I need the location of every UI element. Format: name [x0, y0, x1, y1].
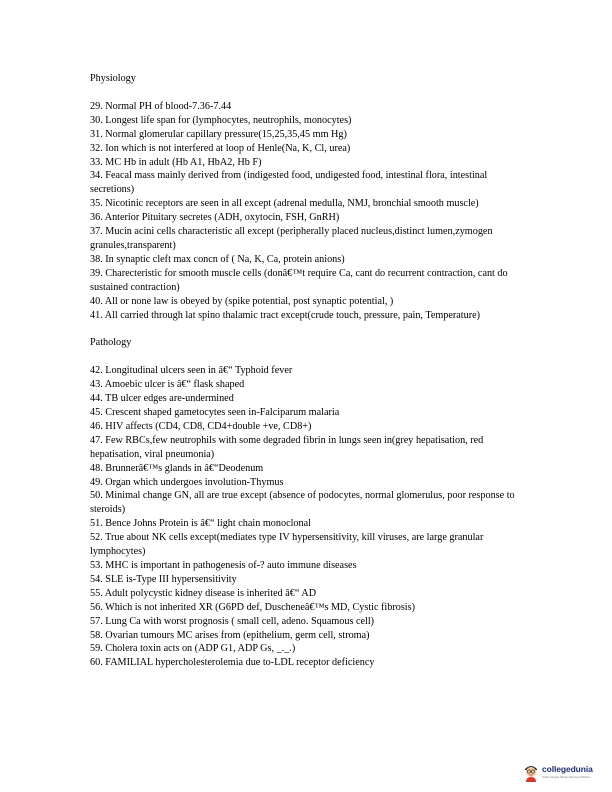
physiology-heading: Physiology [90, 73, 136, 84]
pathology-item-60: 60. FAMILIAL hypercholesterolemia due to-LDL receptor deficiency [90, 657, 375, 669]
pathology-item-48: 48. Brunnerâ€™s glands in â€“Deodenum [90, 462, 264, 474]
pathology-item-55: 55. Adult polycystic kidney disease is inherited â€“ AD [90, 587, 317, 599]
physiology-item-30: 30. Longest life span for (lymphocytes, neutrophils, monocytes) [90, 114, 352, 126]
pathology-list [90, 364, 530, 670]
pathology-heading: Pathology [90, 337, 132, 349]
pathology-item-42: 42. Longitudinal ulcers seen in â€“ Typhoid fever [90, 365, 293, 377]
physiology-item-34: 34. Feacal mass mainly derived from (indigested food, undigested food, intestinal flora, intestinal secretions) [90, 170, 488, 196]
pathology-item-56: 56. Which is not inherited XR (G6PD def, Duscheneâ€™s MD, Cystic fibrosis) [90, 601, 415, 613]
pathology-item-46: 46. HIV affects (CD4, CD8, CD4+double +ve, CD8+) [90, 420, 312, 432]
pathology-item-59: 59. Cholera toxin acts on (ADP G1, ADP Gs, _._.) [90, 643, 296, 655]
physiology-item-41: 41. All carried through lat spino thalamic tract except(crude touch, pressure, pain, Temperature) [90, 309, 481, 321]
physiology-item-31: 31. Normal glomerular capillary pressure(15,25,35,45 mm Hg) [90, 128, 347, 140]
pathology-item-52: 52. True about NK cells except(mediates type IV hypersensitivity, kill viruses, are large granular lymphocytes) [90, 532, 484, 558]
physiology-item-38: 38. In synaptic cleft max concn of ( Na, K, Ca, protein anions) [90, 253, 345, 265]
physiology-item-39: 39. Charecteristic for smooth muscle cells (donâ€™t require Ca, cant do recurrent contraction, cant do sustained contraction) [90, 267, 508, 293]
pathology-item-57: 57. Lung Ca with worst prognosis ( small cell, adeno. Squamous cell) [90, 615, 375, 627]
physiology-item-36: 36. Anterior Pituitary secretes (ADH, oxytocin, FSH, GnRH) [90, 212, 340, 224]
physiology-item-32: 32. Ion which is not interfered at loop of Henle(Na, K, Cl, urea) [90, 142, 351, 154]
physiology-item-33: 33. MC Hb in adult (Hb A1, HbA2, Hb F) [90, 156, 262, 168]
physiology-item-29: 29. Normal PH of blood-7.36-7.44 [90, 100, 232, 112]
physiology-list [90, 100, 530, 323]
collegedunia-logo [522, 762, 602, 784]
pathology-item-45: 45. Crescent shaped gametocytes seen in-Falciparum malaria [90, 407, 340, 419]
pathology-item-44: 44. TB ulcer edges are-undermined [90, 393, 234, 405]
pathology-item-50: 50. Minimal change GN, all are true except (absence of podocytes, normal glomerulus, poor response to steroids) [90, 490, 515, 516]
pathology-item-49: 49. Organ which undergoes involution-Thymus [90, 476, 284, 488]
logo-name: collegedunia [542, 764, 593, 774]
pathology-item-54: 54. SLE is-Type III hypersensitivity [90, 573, 237, 585]
logo-tagline: India's largest Student Review Platform [542, 775, 591, 779]
pathology-item-58: 58. Ovarian tumours MC arises from (epithelium, germ cell, stroma) [90, 629, 370, 641]
pathology-item-43: 43. Amoebic ulcer is â€“ flask shaped [90, 379, 245, 391]
mascot-icon [522, 762, 540, 782]
pathology-item-53: 53. MHC is important in pathogenesis of-? auto immune diseases [90, 560, 357, 571]
pathology-item-51: 51. Bence Johns Protein is â€“ light chain monoclonal [90, 518, 311, 530]
physiology-item-35: 35. Nicotinic receptors are seen in all except (adrenal medulla, NMJ, bronchial smooth muscle) [90, 198, 479, 210]
physiology-item-37: 37. Mucin acini cells characteristic all except (peripherally placed nucleus,distinct lumen,zymogen granules,transparent) [90, 226, 493, 251]
pathology-item-47: 47. Few RBCs,few neutrophils with some degraded fibrin in lungs seen in(grey hepatisation, red hepatisation, viral pneumonia) [90, 434, 484, 460]
physiology-item-40: 40. All or none law is obeyed by (spike potential, post synaptic potential, ) [90, 295, 394, 307]
document-body [90, 72, 530, 670]
